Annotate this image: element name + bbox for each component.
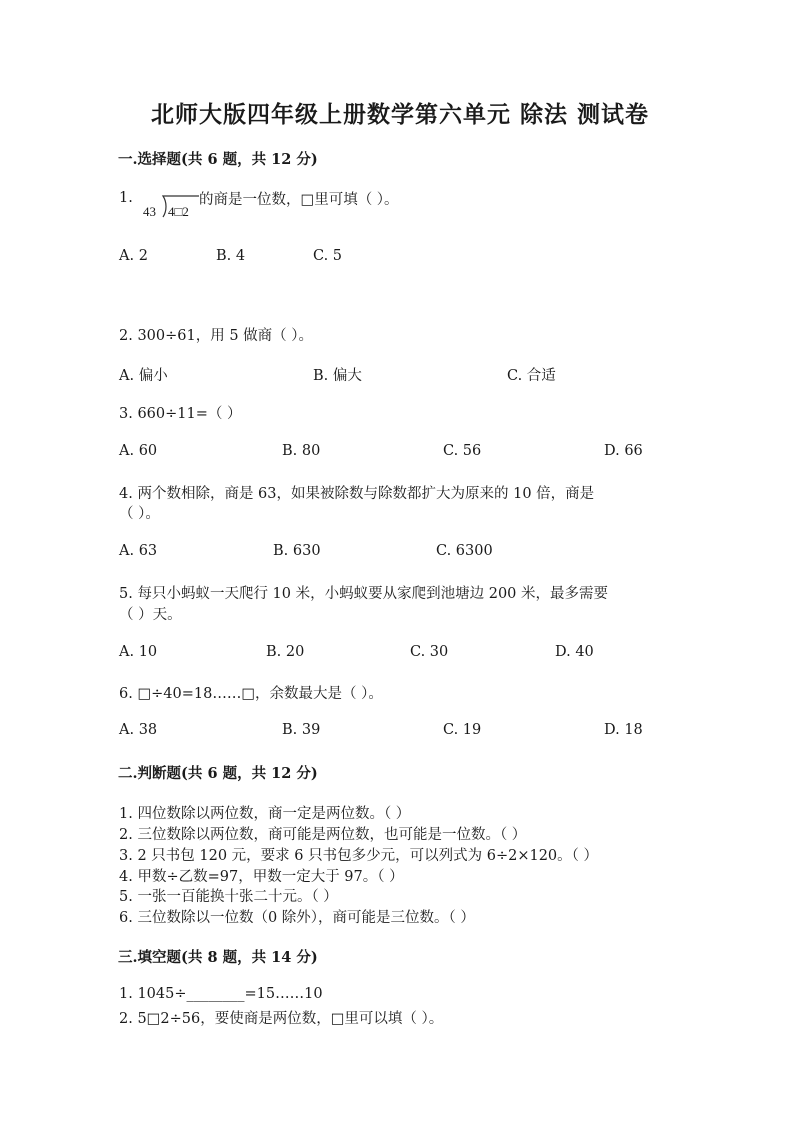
judge-item-3: 3. 2 只书包 120 元，要求 6 只书包多少元，可以列式为 6÷2×120。（ ） (119, 848, 599, 864)
q2-option-b: B. 偏大 (313, 368, 362, 384)
q5-option-b: B. 20 (266, 644, 305, 660)
long-division-figure (143, 190, 203, 224)
dividend-text: 4□2 (168, 204, 189, 219)
q6-option-c: C. 19 (443, 722, 482, 738)
q6-option-b: B. 39 (282, 722, 321, 738)
section-choice-heading: 一.选择题(共 6 题，共 12 分) (118, 151, 318, 168)
q3-option-c: C. 56 (443, 443, 482, 459)
section-fill-heading: 三.填空题(共 8 题，共 14 分) (118, 949, 318, 966)
q1-number: 1. (119, 190, 133, 206)
q4-text-line2: （ ）。 (119, 506, 160, 522)
page-title: 北师大版四年级上册数学第六单元 除法 测试卷 (150, 101, 649, 128)
q1-option-c: C. 5 (313, 248, 343, 264)
q5-text-line1: 5. 每只小蚂蚁一天爬行 10 米，小蚂蚁要从家爬到池塘边 200 米，最多需要 (119, 586, 609, 602)
q2-text: 2. 300÷61，用 5 做商（ ）。 (119, 328, 314, 344)
q3-text: 3. 660÷11=（ ） (119, 406, 242, 422)
q5-text-line2: （ ）天。 (119, 607, 182, 623)
section-judge-heading: 二.判断题(共 6 题，共 12 分) (118, 765, 318, 782)
q4-text-line1: 4. 两个数相除，商是 63，如果被除数与除数都扩大为原来的 10 倍，商是 (119, 486, 595, 502)
q6-option-d: D. 18 (604, 722, 643, 738)
fill-item-2: 2. 5□2÷56，要使商是两位数，□里可以填（ ）。 (119, 1011, 444, 1027)
q3-option-b: B. 80 (282, 443, 321, 459)
q4-option-a: A. 63 (119, 543, 158, 559)
q1-option-a: A. 2 (119, 248, 148, 264)
long-division-sign (143, 190, 203, 224)
q1-text: 的商是一位数，□里可填（ ）。 (199, 192, 399, 208)
q5-option-d: D. 40 (555, 644, 594, 660)
q2-option-c: C. 合适 (507, 368, 556, 384)
q4-option-b: B. 630 (273, 543, 321, 559)
fill-item-1: 1. 1045÷________=15……10 (119, 986, 323, 1002)
q3-option-a: A. 60 (119, 443, 158, 459)
judge-item-5: 5. 一张一百能换十张二十元。（ ） (119, 889, 338, 905)
judge-item-6: 6. 三位数除以一位数（0 除外），商可能是三位数。（ ） (119, 910, 475, 926)
q1-option-b: B. 4 (216, 248, 246, 264)
judge-item-1: 1. 四位数除以两位数，商一定是两位数。（ ） (119, 806, 411, 822)
q6-option-a: A. 38 (119, 722, 158, 738)
q5-option-a: A. 10 (119, 644, 158, 660)
judge-item-4: 4. 甲数÷乙数=97，甲数一定大于 97。（ ） (119, 869, 404, 885)
divisor-text: 43 (143, 204, 156, 219)
q2-option-a: A. 偏小 (119, 368, 168, 384)
q3-option-d: D. 66 (604, 443, 643, 459)
judge-item-2: 2. 三位数除以两位数，商可能是两位数，也可能是一位数。（ ） (119, 827, 527, 843)
q5-option-c: C. 30 (410, 644, 449, 660)
q4-option-c: C. 6300 (436, 543, 493, 559)
q6-text: 6. □÷40=18……□，余数最大是（ ）。 (119, 686, 383, 702)
